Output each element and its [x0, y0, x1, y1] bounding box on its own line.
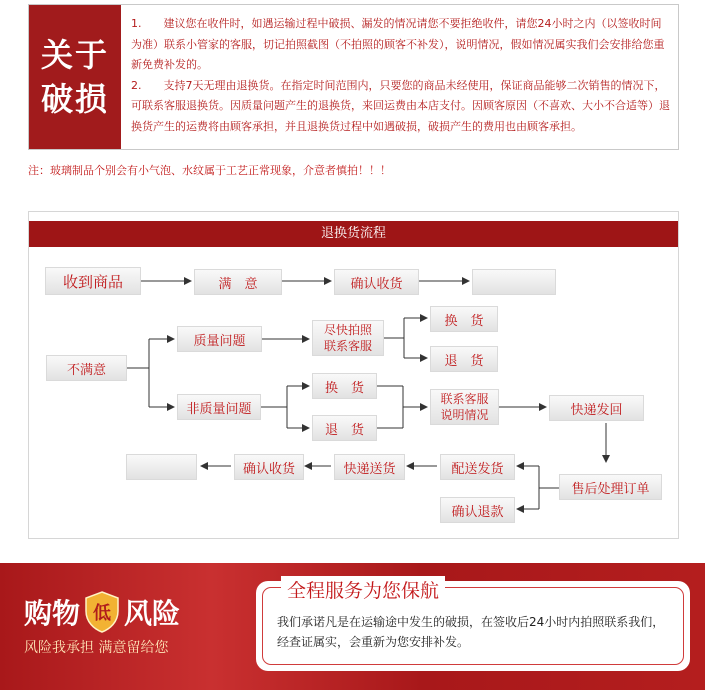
badge-line-1: 关于 — [40, 36, 109, 74]
node-contact-explain — [430, 389, 499, 425]
node-exchange-2: 换 货 — [312, 373, 377, 399]
shield-text: 低 — [93, 603, 112, 624]
node-ship-out: 配送发货 — [440, 454, 515, 480]
node-photo-contact — [312, 320, 384, 356]
policy-paragraph-2: 2. 支持7天无理由退换货。在指定时间范围内，只要您的商品未经使用，保证商品能够二次销售的情况下，可联系客服退换货。因质量问题产生的退换货，来回运费由本店支付。因顾客原因（不喜欢、大小不合适等）退换货产生的运费将由顾客承担，并且退换货过程中如遇破损，破损产生的费用也由顾客承担。 — [131, 78, 670, 133]
title-left: 购物 — [24, 597, 81, 630]
node-exchange: 换 货 — [430, 306, 498, 332]
node-quality-issue: 质量问题 — [177, 326, 262, 352]
node-confirm-refund: 确认退款 — [440, 497, 515, 523]
node-unsatisfied: 不满意 — [46, 355, 127, 381]
node-express-delivery: 快递送货 — [334, 454, 405, 480]
photo-line-2: 联系客服 — [323, 339, 372, 353]
guarantee-card-body: 我们承诺凡是在运输途中发生的破损，在签收后24小时内拍照联系我们，经查证属实，会重新为您安排补发。 — [277, 615, 665, 649]
banner-slogan — [24, 591, 180, 657]
node-non-quality-issue: 非质量问题 — [177, 394, 261, 420]
badge-line-2: 破损 — [40, 80, 109, 118]
node-confirm-receipt-2: 确认收货 — [234, 454, 304, 480]
node-satisfied: 满 意 — [194, 269, 282, 295]
guarantee-card — [256, 581, 690, 671]
banner-subtitle: 风险我承担 满意留给您 — [24, 640, 169, 656]
damage-policy-badge — [29, 5, 121, 149]
explain-line-1: 联系客服 — [440, 392, 489, 406]
title-right: 风险 — [124, 597, 181, 630]
node-blank-end-1 — [472, 269, 556, 295]
guarantee-card-frame — [262, 580, 684, 665]
node-return-2: 退 货 — [312, 415, 377, 441]
low-risk-banner — [0, 563, 705, 690]
node-received: 收到商品 — [45, 267, 141, 295]
shield-icon — [84, 591, 120, 633]
policy-text — [131, 14, 671, 137]
photo-line-1: 尽快拍照 — [323, 323, 372, 337]
flow-title: 退换货流程 — [29, 221, 678, 247]
guarantee-card-title: 全程服务为您保航 — [281, 576, 445, 603]
damage-policy-section — [28, 4, 679, 150]
explain-line-2: 说明情况 — [440, 408, 489, 422]
return-flow-section — [28, 211, 679, 539]
node-return: 退 货 — [430, 346, 498, 372]
node-blank-end-2 — [126, 454, 197, 480]
banner-title — [24, 591, 180, 633]
policy-paragraph-1: 1. 建议您在收件时，如遇运输过程中破损、漏发的情况请您不要拒绝收件，请您24小时之内（以签收时间为准）联系小管家的客服，切记拍照截图（不拍照的顾客不补发），说明情况，假如情况属实我们会安排给您重新免费补发的。 — [131, 17, 665, 71]
node-confirm-receipt: 确认收货 — [334, 269, 419, 295]
node-after-sale: 售后处理订单 — [559, 474, 662, 500]
node-express-return: 快递发回 — [549, 395, 644, 421]
glass-notice: 注：玻璃制品个别会有小气泡、水纹属于工艺正常现象，介意者慎拍！！！ — [28, 164, 391, 177]
